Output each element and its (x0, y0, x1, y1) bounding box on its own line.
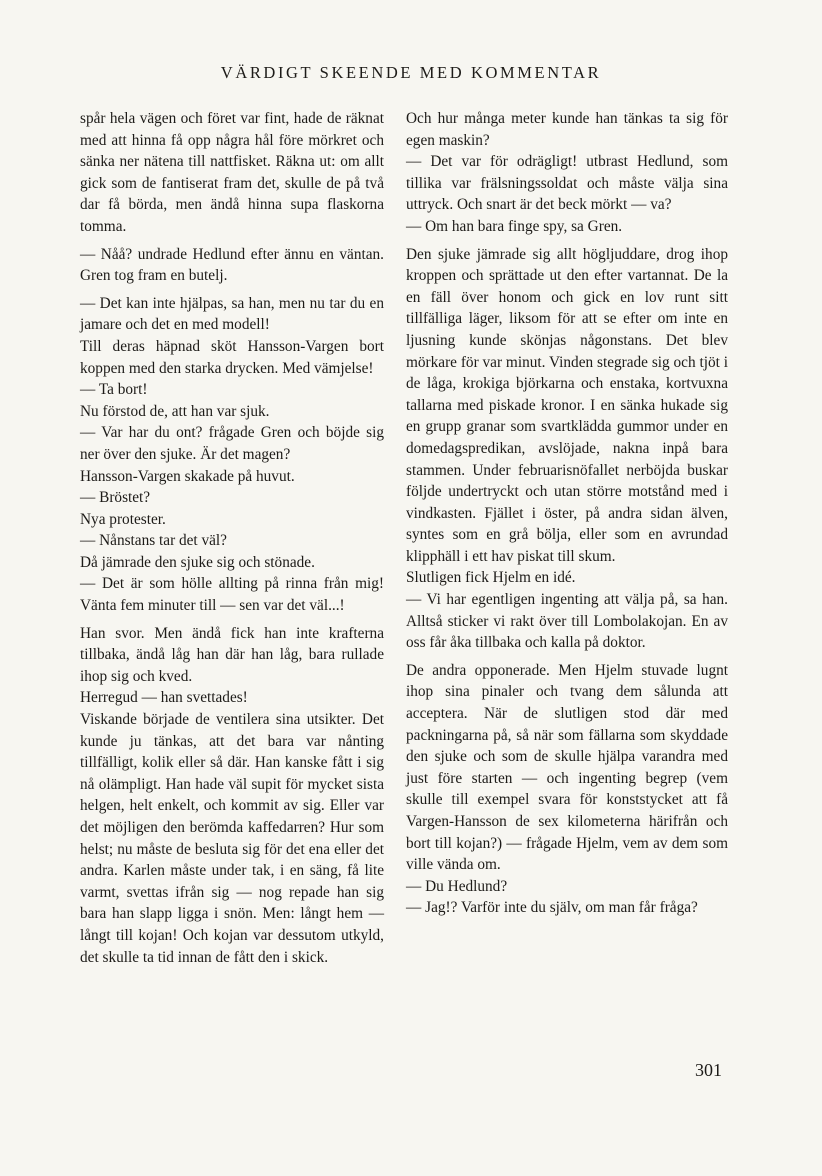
paragraph: Herregud — han svettades! (80, 689, 248, 707)
paragraph: — Var har du ont? frågade Gren och böjde sig ner över den sjuke. Är det magen? (80, 424, 384, 463)
paragraph: — Om han bara finge spy, sa Gren. (406, 217, 623, 235)
paragraph: — Jag!? Varför inte du själv, om man får fråga? (406, 899, 698, 917)
paragraph: spår hela vägen och föret var fint, hade de räknat med att hinna få opp några hål före mörkret och sänka ner nätena till nattfisket. Räkna ut: om allt gick som de fantiserat fram det, skulle de på två dar få börda, men ändå hinna supa flaskorna tomma. (80, 110, 384, 235)
paragraph: — Det var för odrägligt! utbrast Hedlund, som tillika var frälsningssoldat och måste välja sina uttryck. Och snart är det beck mörkt — va? (406, 153, 728, 214)
paragraph: — Bröstet? (80, 489, 151, 507)
paragraph: Och hur många meter kunde han tänkas ta sig för egen maskin? (406, 110, 728, 149)
paragraph: Nya protester. (80, 510, 166, 528)
page-number: 301 (695, 1060, 722, 1080)
paragraph: Han svor. Men ändå fick han inte krafterna tillbaka, ändå låg han där han låg, bara rullade ihop sig och kved. (80, 624, 384, 685)
paragraph: Då jämrade den sjuke sig och stönade. (80, 553, 315, 571)
paragraph: Nu förstod de, att han var sjuk. (80, 402, 270, 420)
right-text-column (406, 108, 728, 919)
paragraph: Till deras häpnad sköt Hansson-Vargen bort koppen med den starka drycken. Med vämjelse! (80, 337, 384, 377)
paragraph: Den sjuke jämrade sig allt högljuddare, drog ihop kroppen och sprättade ut den efter vartannat. De la en fäll över honom och gick en lov runt sitt tillfälliga läger, liksom för att se efter om inte en ljusning kunde skönjas någonstans. Det blev mörkare för var minut. Vinden stegrade sig och tjöt i de låga, krokiga björkarna och enstaka, kortvuxna tallarna med piskade kronor. I en sänka hukade sig en grupp granar som svartklädda gummor under en domedagspredikan, avslöjade, nakna inpå bara stammen. Under februarisnöfallet nerböjda buskar följde undertryckt och utan större motstånd med i vindkasten. Fjället i öster, på andra sidan älven, syntes som en grå bölja, eller som en avrundad klipphäll i ett hav piskat till skum. (406, 245, 728, 565)
paragraph: — Ta bort! (80, 381, 148, 399)
paragraph: — Det kan inte hjälpas, sa han, men nu tar du en jamare och det en med modell! (80, 294, 384, 334)
paragraph: Viskande började de ventilera sina utsikter. Det kunde ju tänkas, att det bara var nånting tillfälligt, kolik eller så där. Han kanske fått i sig nå olämpligt. Han hade väl supit för mycket sista helgen, helt enkelt, och kommit av sig. Eller var det möjligen den berömda kaffedarren? Hur som helst; nu måste de besluta sig för det ena eller det andra. Karlen måste under tak, i en säng, få lite varmt, svettas ifrån sig — nog repade han sig bara han slapp ligga i snön. Men: långt hem — långt till kojan! Och kojan var dessutom utkyld, det skulle ta tid innan de fått den i skick. (80, 711, 384, 966)
paragraph: — Nåå? undrade Hedlund efter ännu en väntan. Gren tog fram en butelj. (80, 245, 384, 285)
paragraph: — Nånstans tar det väl? (80, 532, 227, 550)
paragraph: — Du Hedlund? (406, 877, 508, 895)
paragraph: Hansson-Vargen skakade på huvut. (80, 467, 295, 485)
running-head-title: VÄRDIGT SKEENDE MED KOMMENTAR (220, 63, 602, 82)
paragraph: — Vi har egentligen ingenting att välja på, sa han. Alltså sticker vi rakt över till Lombolakojan. En av oss får åka tillbaka och kalla på doktor. (406, 591, 728, 652)
left-text-column (80, 108, 384, 968)
paragraph: — Det är som hölle allting på rinna från mig! Vänta fem minuter till — sen var det väl...! (80, 575, 384, 615)
paragraph: Slutligen fick Hjelm en idé. (406, 569, 576, 587)
paragraph: De andra opponerade. Men Hjelm stuvade lugnt ihop sina pinaler och tvang dem sålunda att acceptera. När de slutligen stod där med packningarna på, så när som fällarna som skyddade den sjuke och som de skulle hjälpa varandra med just före starten — och ingenting begrep (vem skulle till exempel svara för konststycket att få Vargen-Hansson de sex kilometerna härifrån och bort till kojan?) — frågade Hjelm, vem av dem som ville vända om. (406, 661, 728, 874)
